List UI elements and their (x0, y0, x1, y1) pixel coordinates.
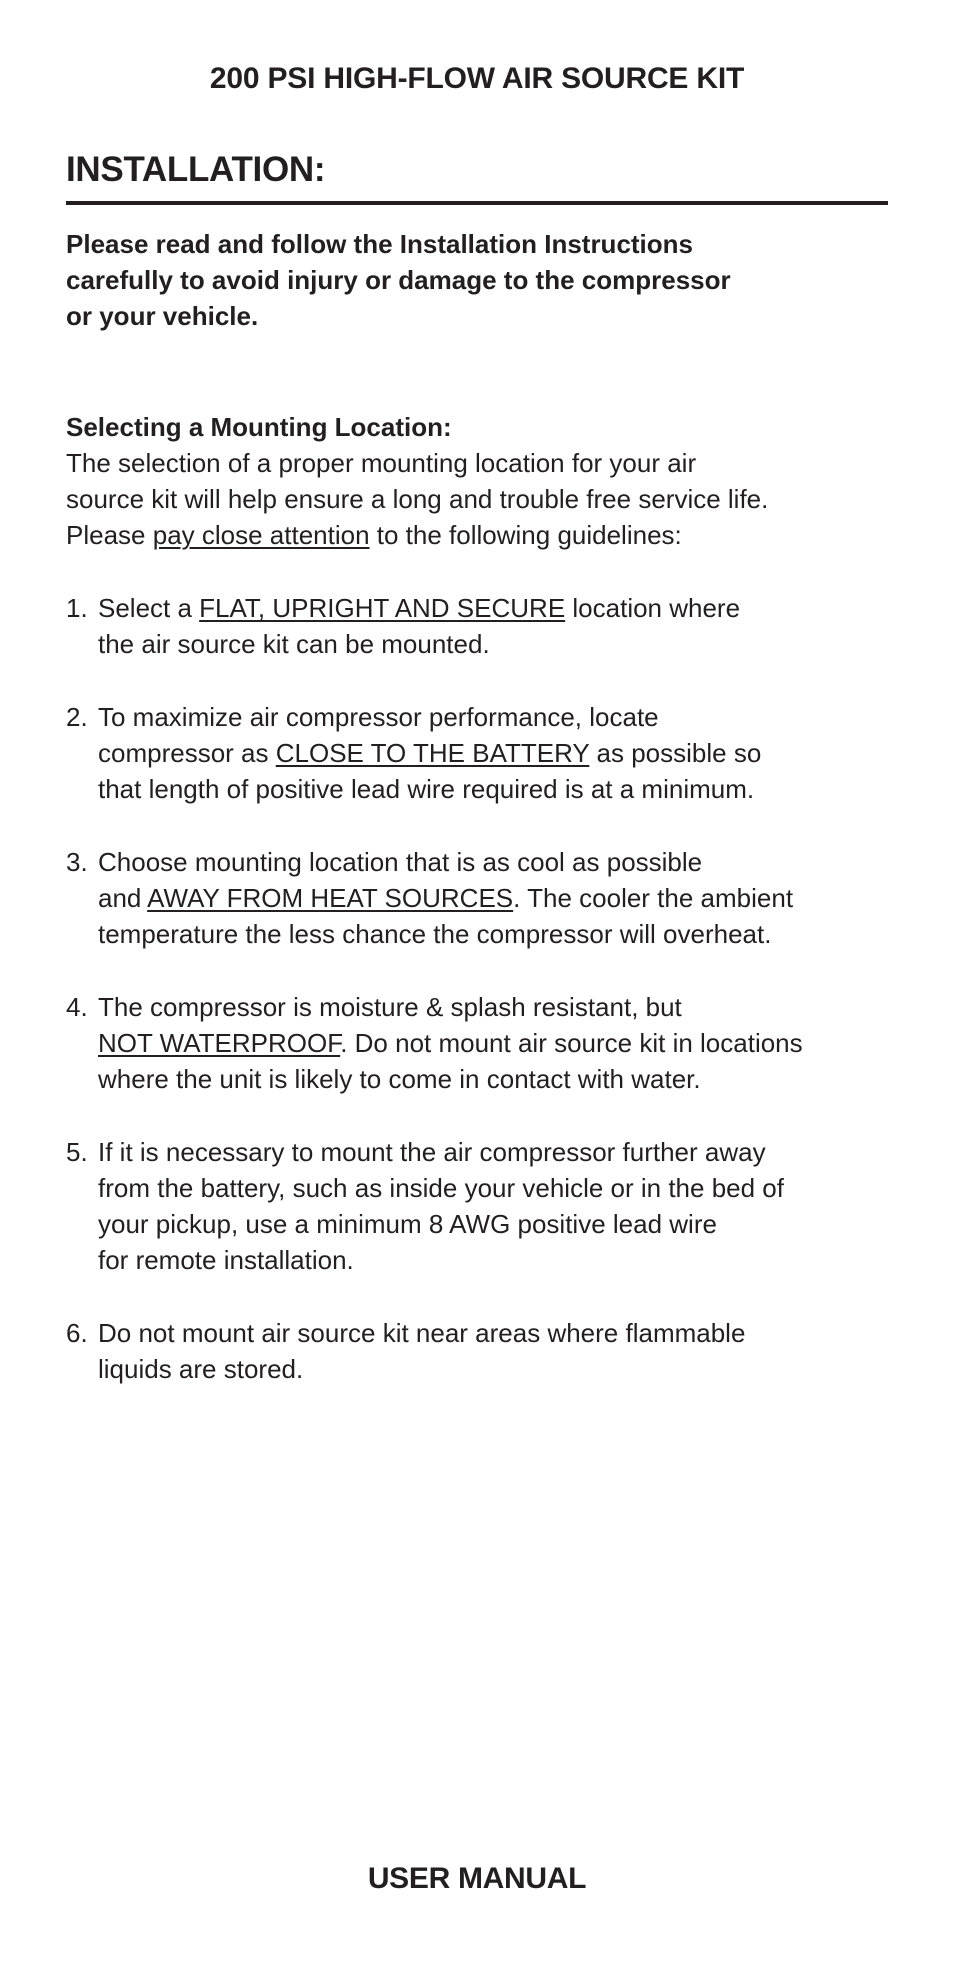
item-line: where the unit is likely to come in contact with water. (98, 1064, 701, 1094)
intro-line (66, 517, 768, 553)
guideline-item-6 (66, 1315, 896, 1387)
guideline-item-4 (66, 989, 896, 1097)
intro-line: source kit will help ensure a long and trouble free service life. (66, 484, 769, 514)
item-line (98, 735, 896, 771)
intro-line: The selection of a proper mounting location for your air (66, 448, 697, 478)
emphasis-underline: AWAY FROM HEAT SOURCES (147, 883, 514, 913)
item-text: compressor as (98, 738, 276, 768)
item-number: 3. (66, 847, 88, 877)
item-number: 4. (66, 992, 88, 1022)
warning-line: or your vehicle. (66, 301, 259, 331)
item-text: . The cooler the ambient (513, 883, 794, 913)
item-number: 5. (66, 1137, 88, 1167)
warning-line: Please read and follow the Installation Instructions (66, 229, 694, 259)
warning-line: carefully to avoid injury or damage to the compressor (66, 265, 731, 295)
item-line: temperature the less chance the compressor will overheat. (98, 919, 772, 949)
item-text: and (98, 883, 148, 913)
item-text: Select a (98, 593, 200, 623)
item-text: . Do not mount air source kit in locations (340, 1028, 803, 1058)
guideline-item-2 (66, 699, 896, 807)
page-title: 200 PSI HIGH-FLOW AIR SOURCE KIT (209, 62, 745, 95)
item-line: To maximize air compressor performance, locate (98, 702, 659, 732)
mounting-location-heading: Selecting a Mounting Location: (66, 412, 452, 442)
item-number: 2. (66, 702, 88, 732)
item-line: Choose mounting location that is as cool as possible (98, 847, 703, 877)
item-text: location where (565, 593, 741, 623)
item-line: the air source kit can be mounted. (98, 629, 490, 659)
item-line: from the battery, such as inside your vehicle or in the bed of (98, 1173, 784, 1203)
item-line (98, 880, 896, 916)
item-line: If it is necessary to mount the air compressor further away (98, 1137, 766, 1167)
footer-label: USER MANUAL (367, 1862, 587, 1895)
emphasis-underline: NOT WATERPROOF (98, 1028, 341, 1058)
intro-text: to the following guidelines: (369, 520, 682, 550)
guidelines-list (66, 590, 896, 1424)
section-divider (66, 201, 888, 205)
emphasis-underline: CLOSE TO THE BATTERY (275, 738, 590, 768)
item-number: 6. (66, 1318, 88, 1348)
item-line: for remote installation. (98, 1245, 354, 1275)
item-line: your pickup, use a minimum 8 AWG positive lead wire (98, 1209, 717, 1239)
section-heading-installation: INSTALLATION: (66, 150, 326, 189)
installation-warning (66, 226, 866, 334)
item-text: as possible so (589, 738, 762, 768)
item-line (98, 590, 896, 626)
item-line (98, 1025, 896, 1061)
guideline-item-5 (66, 1134, 896, 1278)
guideline-item-3 (66, 844, 896, 952)
item-line: that length of positive lead wire required is at a minimum. (98, 774, 755, 804)
intro-text: Please (66, 520, 153, 550)
emphasis-underline: FLAT, UPRIGHT AND SECURE (199, 593, 566, 623)
item-line: The compressor is moisture & splash resistant, but (98, 992, 682, 1022)
item-line: liquids are stored. (98, 1354, 304, 1384)
emphasis-underline: pay close attention (152, 520, 370, 550)
guideline-item-1 (66, 590, 896, 662)
mounting-intro (66, 445, 768, 553)
item-line: Do not mount air source kit near areas where flammable (98, 1318, 746, 1348)
item-number: 1. (66, 593, 88, 623)
